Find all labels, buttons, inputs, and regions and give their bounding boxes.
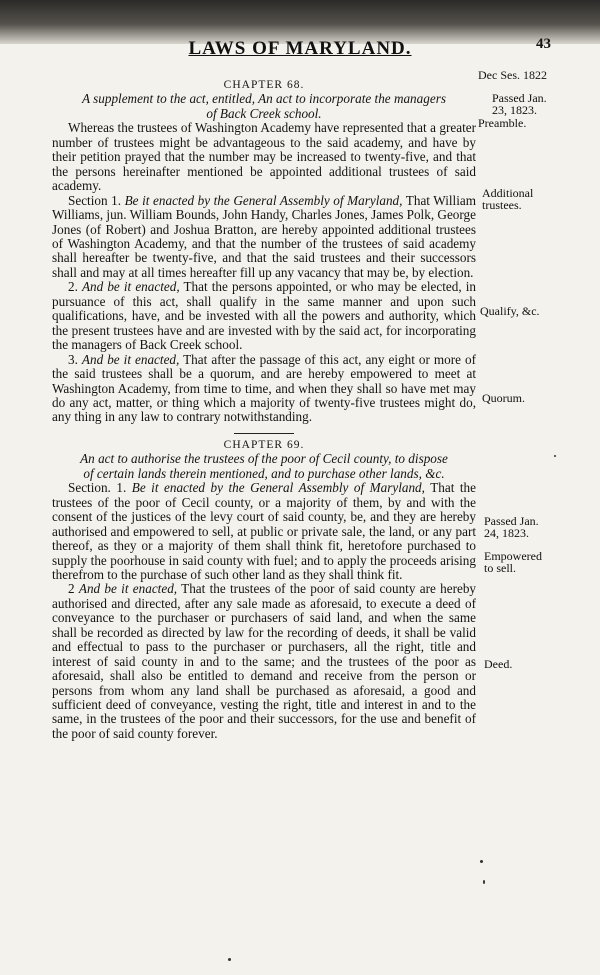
scan-speck <box>228 958 231 961</box>
margin-empowered-line-1: Empowered <box>484 549 542 563</box>
running-title: LAWS OF MARYLAND. <box>188 38 412 59</box>
margin-passed-68-line-1: Passed Jan. <box>492 91 547 105</box>
margin-quorum: Quorum. <box>482 391 525 405</box>
margin-qualify: Qualify, &c. <box>480 304 540 318</box>
chapter-68-section-1 <box>52 194 476 281</box>
margin-additional-line-2: trustees. <box>482 198 522 212</box>
margin-empowered <box>484 550 542 574</box>
section-number: Section 1. <box>68 192 122 208</box>
enacting-clause: Be it enacted by the General Assembly of Maryland, <box>124 192 403 208</box>
chapter-68-title-line-2: of Back Creek school. <box>206 105 322 121</box>
section-number: 2. <box>68 279 78 295</box>
section-text: That the persons appointed, or who may be elected, in pursuance of this act, shall qualify in the same manner and upon such qualifications, have, and be invested with all the powers and authority, which the present trustees have and are invested with by the said act, for incorporating the managers of Back Creek school. <box>52 279 477 353</box>
chapter-68-heading: CHAPTER 68. <box>223 79 305 91</box>
margin-empowered-line-2: to sell. <box>484 561 516 575</box>
chapter-69-title-line-1: An act to authorise the trustees of the poor of Cecil county, to dispose <box>80 451 448 467</box>
section-text: That the trustees of the poor of said county are hereby authorised and directed, after any sale made as aforesaid, to execute a deed of conveyance to the purchaser or purchasers of said land, and when the same shall be recorded as directed by law for the recording of deeds, it shall be valid and effectual to pass to the purchaser or purchasers, all the right, title and interest of said county in and to the same; and the trustees of the poor as aforesaid, shall also be entitled to demand and receive from the person or persons from whom any land shall be purchased as aforesaid, a good and sufficient deed of conveyance, vesting the right, title and interest in and to the same, in the trustees of the poor and their successors, for the use and benefit of the poor of said county forever. <box>52 581 477 741</box>
margin-passed-69 <box>484 515 539 539</box>
margin-passed-68 <box>492 92 547 116</box>
margin-passed-69-line-2: 24, 1823. <box>484 526 529 540</box>
chapter-68-preamble: Whereas the trustees of Washington Academy have represented that a greater number of trustees might be advantageous to the said academy, and have by their petition prayed that the number may be increased to twenty-five, and that the persons hereinafter mentioned be appointed additional trustees of said academy. <box>52 120 476 194</box>
enacting-clause: And be it enacted, <box>78 581 178 597</box>
margin-deed: Deed. <box>484 657 513 671</box>
scan-speck <box>483 880 485 884</box>
scan-speck <box>480 860 483 863</box>
section-number: 3. <box>68 351 78 367</box>
margin-passed-69-line-1: Passed Jan. <box>484 514 539 528</box>
section-text: That after the passage of this act, any eight or more of the said trustees shall be a quorum, and are hereby empowered to meet at Washington Academy, from time to time, and when they shall so have met may do any act, matter, or thing which a majority of twenty-five trustees might do, any thing in any law to contrary notwithstanding. <box>52 351 477 425</box>
enacting-clause: And be it enacted, <box>81 351 180 367</box>
enacting-clause: Be it enacted by the General Assembly of Maryland, <box>131 480 425 496</box>
margin-additional-trustees <box>482 187 533 211</box>
chapter-69-section-1 <box>52 481 476 582</box>
margin-preamble: Preamble. <box>478 116 527 130</box>
page-number: 43 <box>536 36 551 52</box>
chapter-68-section-3 <box>52 353 476 425</box>
chapter-divider <box>234 433 294 434</box>
scan-speck <box>554 455 556 457</box>
chapter-68-title-line-1: A supplement to the act, entitled, An act to incorporate the managers <box>82 91 446 107</box>
margin-additional-line-1: Additional <box>482 186 534 200</box>
section-text: That the trustees of the poor of Cecil county, or a majority of them, by and with the consent of the justices of the levy court of said county, be, and they are hereby authorised and empowered to sell, at public or private sale, the land, or any part thereof, as they or a majority of them shall think fit, heretofore purchased to supply the poorhouse in said county with fuel; and to apply the proceeds arising therefrom to the purchase of such other land as they shall think fit. <box>52 480 476 582</box>
section-text: That William Williams, jun. William Bounds, John Handy, Charles Jones, James Polk, George Jones (of Robert) and Joshua Bratton, are hereby appointed additional trustees of Washington Academy, and that the number of the trustees of said academy shall hereafter be twenty-five, and that the said trustees and their successors shall and may at all times hereafter fill up any vacancy that may be, by election. <box>52 192 476 280</box>
chapter-69-title-line-2: of certain lands therein mentioned, and to purchase other lands, &c. <box>83 465 445 481</box>
section-number: 2 <box>68 581 75 597</box>
chapter-69-section-2 <box>52 582 476 741</box>
chapter-68-section-2 <box>52 280 476 352</box>
margin-passed-68-line-2: 23, 1823. <box>492 103 537 117</box>
page-body <box>52 78 476 741</box>
enacting-clause: And be it enacted, <box>82 279 180 295</box>
section-number: Section. 1. <box>68 480 127 496</box>
chapter-69-heading: CHAPTER 69. <box>223 438 305 451</box>
session-note: Dec Ses. 1822 <box>478 68 547 82</box>
